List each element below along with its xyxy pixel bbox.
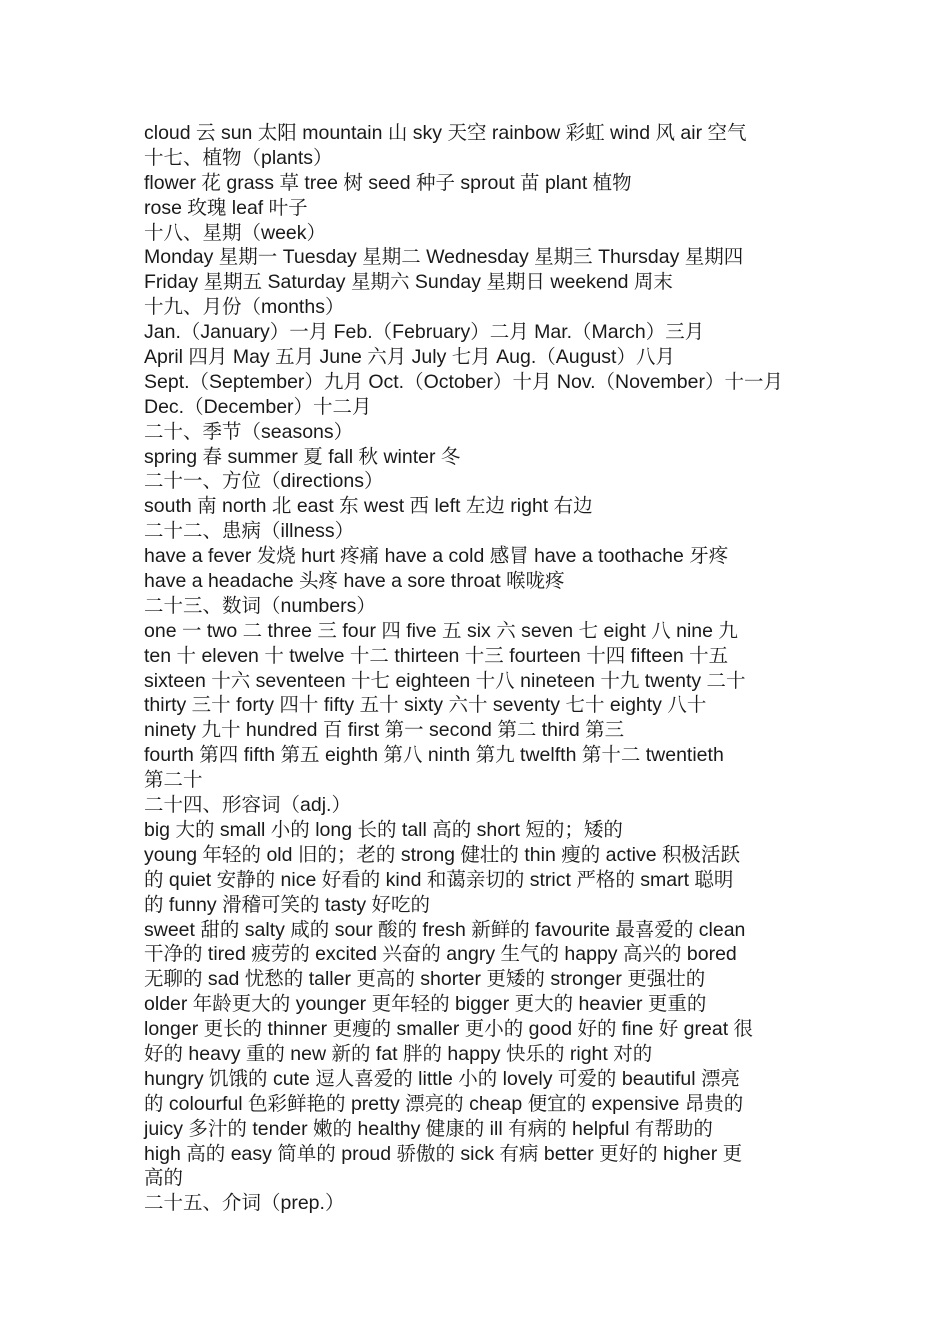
text-line: sixteen 十六 seventeen 十七 eighteen 十八 nineteen 十九 twenty 二十 xyxy=(144,669,746,692)
text-line: 十八、星期（week） xyxy=(144,221,327,244)
text-line: thirty 三十 forty 四十 fifty 五十 sixty 六十 seventy 七十 eighty 八十 xyxy=(144,694,707,717)
text-line: Monday 星期一 Tuesday 星期二 Wednesday 星期三 Thursday 星期四 xyxy=(144,246,744,269)
text-line: ninety 九十 hundred 百 first 第一 second 第二 third 第三 xyxy=(144,719,625,742)
text-line: 好的 heavy 重的 new 新的 fat 胖的 happy 快乐的 right 对的 xyxy=(144,1042,653,1065)
text-line: 二十一、方位（directions） xyxy=(144,470,384,493)
text-line: 二十五、介词（prep.） xyxy=(144,1192,345,1215)
text-line: high 高的 easy 简单的 proud 骄傲的 sick 有病 better 更好的 higher 更 xyxy=(144,1142,743,1165)
text-line: Jan.（January）一月 Feb.（February）二月 Mar.（March）三月 xyxy=(144,321,705,344)
text-line: longer 更长的 thinner 更瘦的 smaller 更小的 good 好的 fine 好 great 很 xyxy=(144,1018,754,1041)
text-line: juicy 多汁的 tender 嫩的 healthy 健康的 ill 有病的 helpful 有帮助的 xyxy=(144,1117,713,1140)
text-line: have a headache 头疼 have a sore throat 喉咙疼 xyxy=(144,570,565,593)
text-line: flower 花 grass 草 tree 树 seed 种子 sprout 苗 plant 植物 xyxy=(144,171,632,194)
vocabulary-text-block xyxy=(144,121,824,1216)
text-line: hungry 饥饿的 cute 逗人喜爱的 little 小的 lovely 可爱的 beautiful 漂亮 xyxy=(144,1067,740,1090)
text-line: 二十三、数词（numbers） xyxy=(144,594,376,617)
text-line: sweet 甜的 salty 咸的 sour 酸的 fresh 新鲜的 favourite 最喜爱的 clean xyxy=(144,918,746,941)
text-line: 十七、植物（plants） xyxy=(144,146,333,169)
text-line: 二十、季节（seasons） xyxy=(144,420,354,443)
text-line: 十九、月份（months） xyxy=(144,296,345,319)
text-line: 二十四、形容词（adj.） xyxy=(144,794,351,817)
text-line: Dec.（December）十二月 xyxy=(144,395,372,418)
text-line: 无聊的 sad 忧愁的 taller 更高的 shorter 更矮的 stronger 更强壮的 xyxy=(144,968,706,991)
text-line: fourth 第四 fifth 第五 eighth 第八 ninth 第九 twelfth 第十二 twentieth xyxy=(144,744,724,767)
text-line: 的 funny 滑稽可笑的 tasty 好吃的 xyxy=(144,893,431,916)
text-line: young 年轻的 old 旧的；老的 strong 健壮的 thin 瘦的 active 积极活跃 xyxy=(144,843,740,866)
text-line: 高的 xyxy=(144,1167,184,1190)
text-line: 二十二、患病（illness） xyxy=(144,520,355,543)
text-line: older 年龄更大的 younger 更年轻的 bigger 更大的 heavier 更重的 xyxy=(144,993,707,1016)
text-line: spring 春 summer 夏 fall 秋 winter 冬 xyxy=(144,445,461,468)
text-line: cloud 云 sun 太阳 mountain 山 sky 天空 rainbow 彩虹 wind 风 air 空气 xyxy=(144,122,747,144)
text-line: 第二十 xyxy=(144,769,203,792)
text-line: have a fever 发烧 hurt 疼痛 have a cold 感冒 have a toothache 牙疼 xyxy=(144,545,729,568)
text-line: 干净的 tired 疲劳的 excited 兴奋的 angry 生气的 happy 高兴的 bored xyxy=(144,943,737,966)
text-line: Friday 星期五 Saturday 星期六 Sunday 星期日 weekend 周末 xyxy=(144,271,673,294)
text-line: big 大的 small 小的 long 长的 tall 高的 short 短的；矮的 xyxy=(144,818,623,841)
text-line: 的 colourful 色彩鲜艳的 pretty 漂亮的 cheap 便宜的 expensive 昂贵的 xyxy=(144,1092,744,1115)
text-line: ten 十 eleven 十 twelve 十二 thirteen 十三 fourteen 十四 fifteen 十五 xyxy=(144,644,729,667)
text-line: south 南 north 北 east 东 west 西 left 左边 right 右边 xyxy=(144,495,593,518)
text-line: 的 quiet 安静的 nice 好看的 kind 和蔼亲切的 strict 严格的 smart 聪明 xyxy=(144,868,734,891)
text-line: one 一 two 二 three 三 four 四 five 五 six 六 seven 七 eight 八 nine 九 xyxy=(144,619,738,642)
text-line: Sept.（September）九月 Oct.（October）十月 Nov.（November）十一月 xyxy=(144,370,783,393)
text-line: rose 玫瑰 leaf 叶子 xyxy=(144,196,308,219)
text-line: April 四月 May 五月 June 六月 July 七月 Aug.（August）八月 xyxy=(144,346,675,369)
